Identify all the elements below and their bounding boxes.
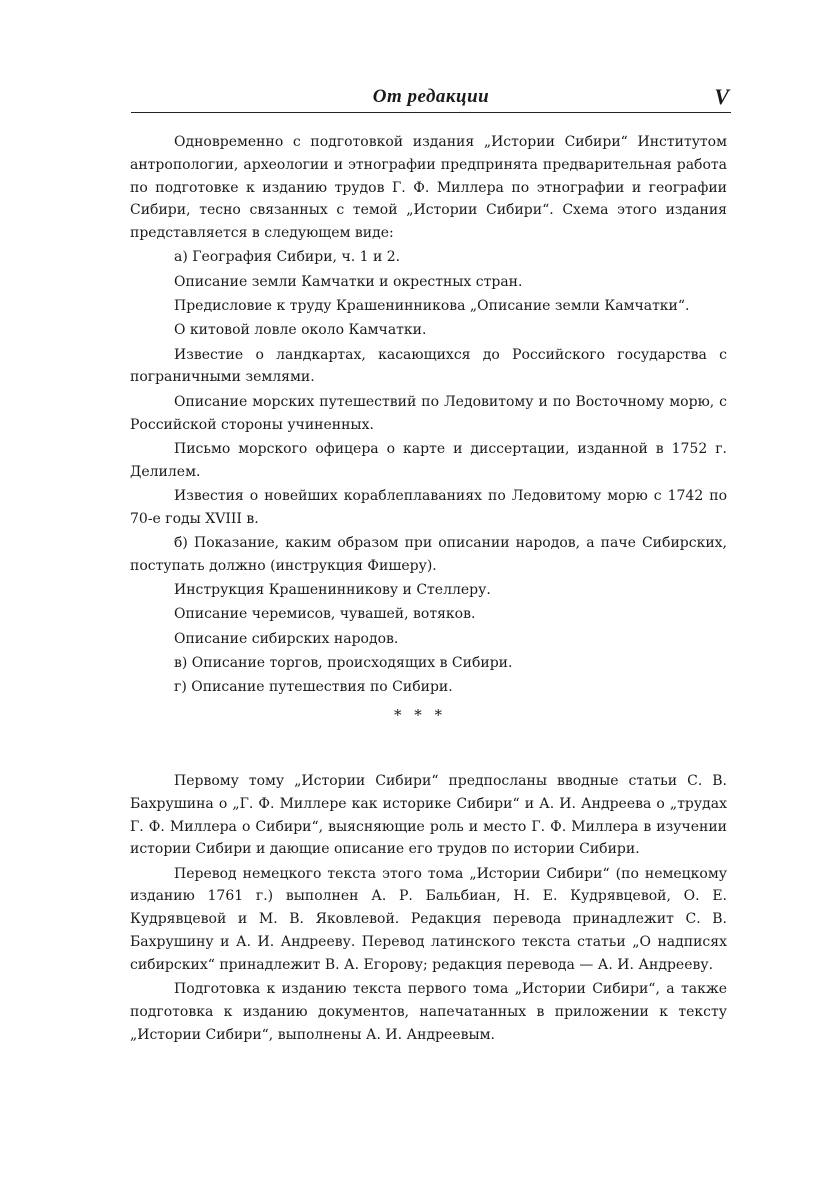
list-item: г) Описание путешествия по Сибири. [174,679,453,696]
list-item: б) Показание, каким образом при описании народов, а паче Сибирских, поступать должно (инструкция Фишеру). [130,535,727,574]
running-header [131,80,731,113]
list-item: Описание сибирских народов. [174,630,399,647]
list-item: Письмо морского офицера о карте и диссертации, изданной в 1752 г. Делилем. [130,440,727,480]
list-item: Известие о ландкартах, касающихся до Российского государства с пограничными землями. [130,346,727,386]
page-number: V [714,84,729,109]
credits-paragraph: Подготовка к изданию текста первого тома „Истории Сибири“, а также подготовка к изданию документов, напечатанных в приложении к тексту „Истории Сибири“, выполнены А. И. Андреевым. [130,981,727,1043]
list-item: Описание земли Камчатки и окрестных стран. [174,273,523,290]
credits-paragraph: Первому тому „Истории Сибири“ предпосланы вводные статьи С. В. Бахрушина о „Г. Ф. Миллере как историке Сибири“ и А. И. Андреева о „трудах Г. Ф. Миллера о Сибири“, выясняющие роль и место Г. Ф. Миллера в изучении истории Сибири и дающие описание его трудов по истории Сибири. [130,773,727,858]
list-item: Инструкция Крашенинникову и Стеллеру. [174,582,491,599]
credits-paragraph: Перевод немецкого текста этого тома „Истории Сибири“ (по немецкому изданию 1761 г.) выполнен А. Р. Бальбиан, Н. Е. Кудрявцевой, О. Е. Кудрявцевой и М. В. Яковлевой. Редакция перевода принадлежит С. В. Бахрушину и А. И. Андрееву. Перевод латинского текста статьи „О надписях сибирских“ принадлежит В. А. Егорову; редакция перевода — А. И. Андрееву. [130,865,727,973]
list-item: Известия о новейших кораблеплаваниях по Ледовитому морю с 1742 по 70-е годы XVIII в. [130,487,727,527]
intro-paragraph: Одновременно с подготовкой издания „Истории Сибири“ Институтом антропологии, археологии и этнографии предпринята предварительная работа по подготовке к изданию трудов Г. Ф. Миллера по этнографии и географии Сибири, тесно связанных с темой „Истории Сибири“. Схема этого издания представляется в следующем виде: [130,134,727,242]
section-title: От редакции [372,86,490,107]
list-item: Предисловие к труду Крашенинникова „Описание земли Камчатки“. [174,298,690,315]
list-item: а) География Сибири, ч. 1 и 2. [174,249,401,266]
list-item: в) Описание торгов, происходящих в Сибири. [174,655,513,672]
list-item: Описание черемисов, чувашей, вотяков. [174,606,476,623]
credits-section [130,770,727,1047]
section-separator: * * * [393,706,447,724]
scheme-section [130,131,727,699]
list-item: Описание морских путешествий по Ледовитому и по Восточному морю, с Российской стороны учиненных. [130,393,727,433]
list-item: О китовой ловле около Камчатки. [174,322,427,339]
